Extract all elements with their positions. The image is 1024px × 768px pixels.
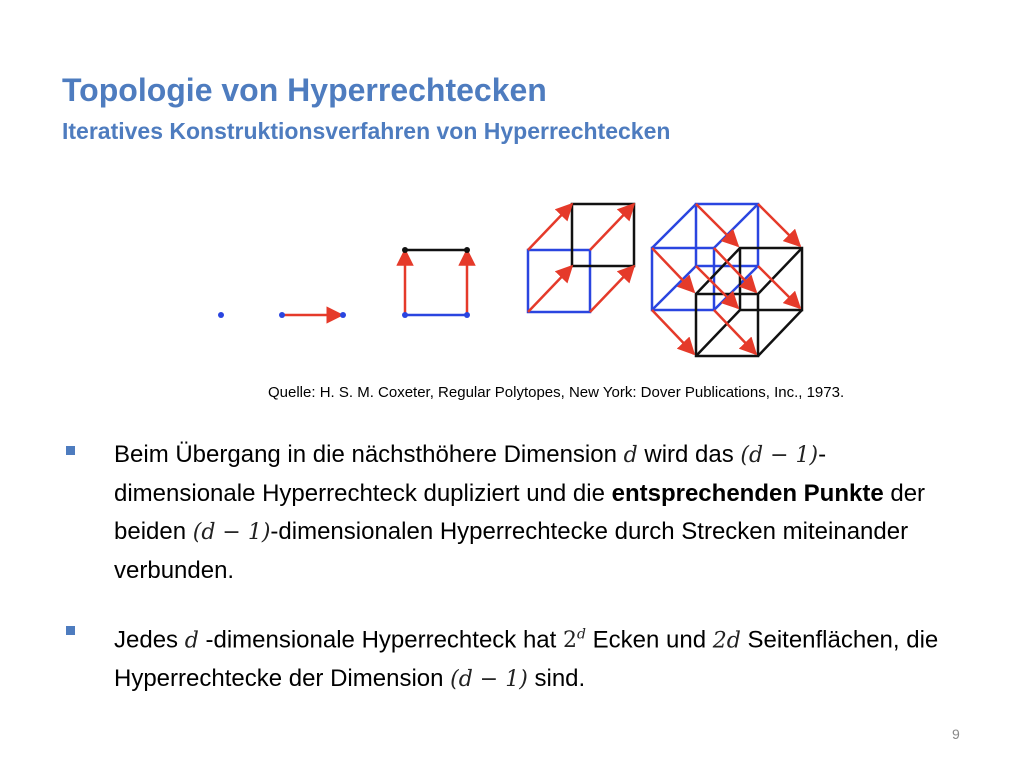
math-2d: 2d (712, 628, 741, 654)
square-bullet-icon (66, 446, 75, 455)
math-d-minus-1: (d − 1) (450, 667, 528, 693)
figure-cube-3d (528, 204, 634, 312)
bullet-text: sind. (527, 665, 586, 693)
bullet-text: -dimensionale Hyperrechteck dupliziert und die (114, 441, 827, 507)
math-d: d (184, 628, 199, 654)
bullet-bold-text: entsprechenden Punkte (611, 480, 884, 507)
bullet-text: Ecken und (585, 626, 713, 654)
math-d-minus-1: (d − 1) (740, 443, 819, 468)
bullet-list (62, 436, 962, 725)
bullet-text: Beim Übergang in die nächsthöhere Dimension (114, 441, 624, 468)
slide-subtitle: Iteratives Konstruktionsverfahren von Hyperrechtecken (62, 118, 671, 144)
math-d-minus-1: (d − 1) (192, 520, 271, 545)
square-bullet-icon (66, 626, 75, 635)
bullet-text: wird das (637, 441, 741, 468)
bullet-text: Jedes (114, 626, 185, 654)
figure-tesseract-4d (652, 204, 802, 356)
bullet-text: -dimensionale Hyperrechteck hat (198, 626, 563, 654)
bullet-text: Seitenflächen, die Hyperrechtecke der Dimension (114, 626, 939, 693)
math-2-power-d: 2$^d$ (562, 627, 586, 654)
hypercube-construction-figure (200, 190, 820, 370)
figure-segment-1d (279, 312, 346, 318)
bullet-item (62, 616, 962, 699)
figure-source-caption: Quelle: H. S. M. Coxeter, Regular Polytopes, New York: Dover Publications, Inc., 1973. (268, 384, 845, 401)
math-d: d (623, 443, 638, 468)
figure-square-2d (402, 247, 470, 318)
bullet-text: -dimensionalen Hyperrechtecke durch Strecken miteinander verbunden. (114, 518, 909, 584)
bullet-item (62, 436, 962, 590)
bullet-text: der beiden (114, 480, 926, 545)
figure-point-0d (218, 312, 224, 318)
page-number: 9 (952, 726, 960, 742)
slide-title: Topologie von Hyperrechtecken (62, 72, 547, 108)
